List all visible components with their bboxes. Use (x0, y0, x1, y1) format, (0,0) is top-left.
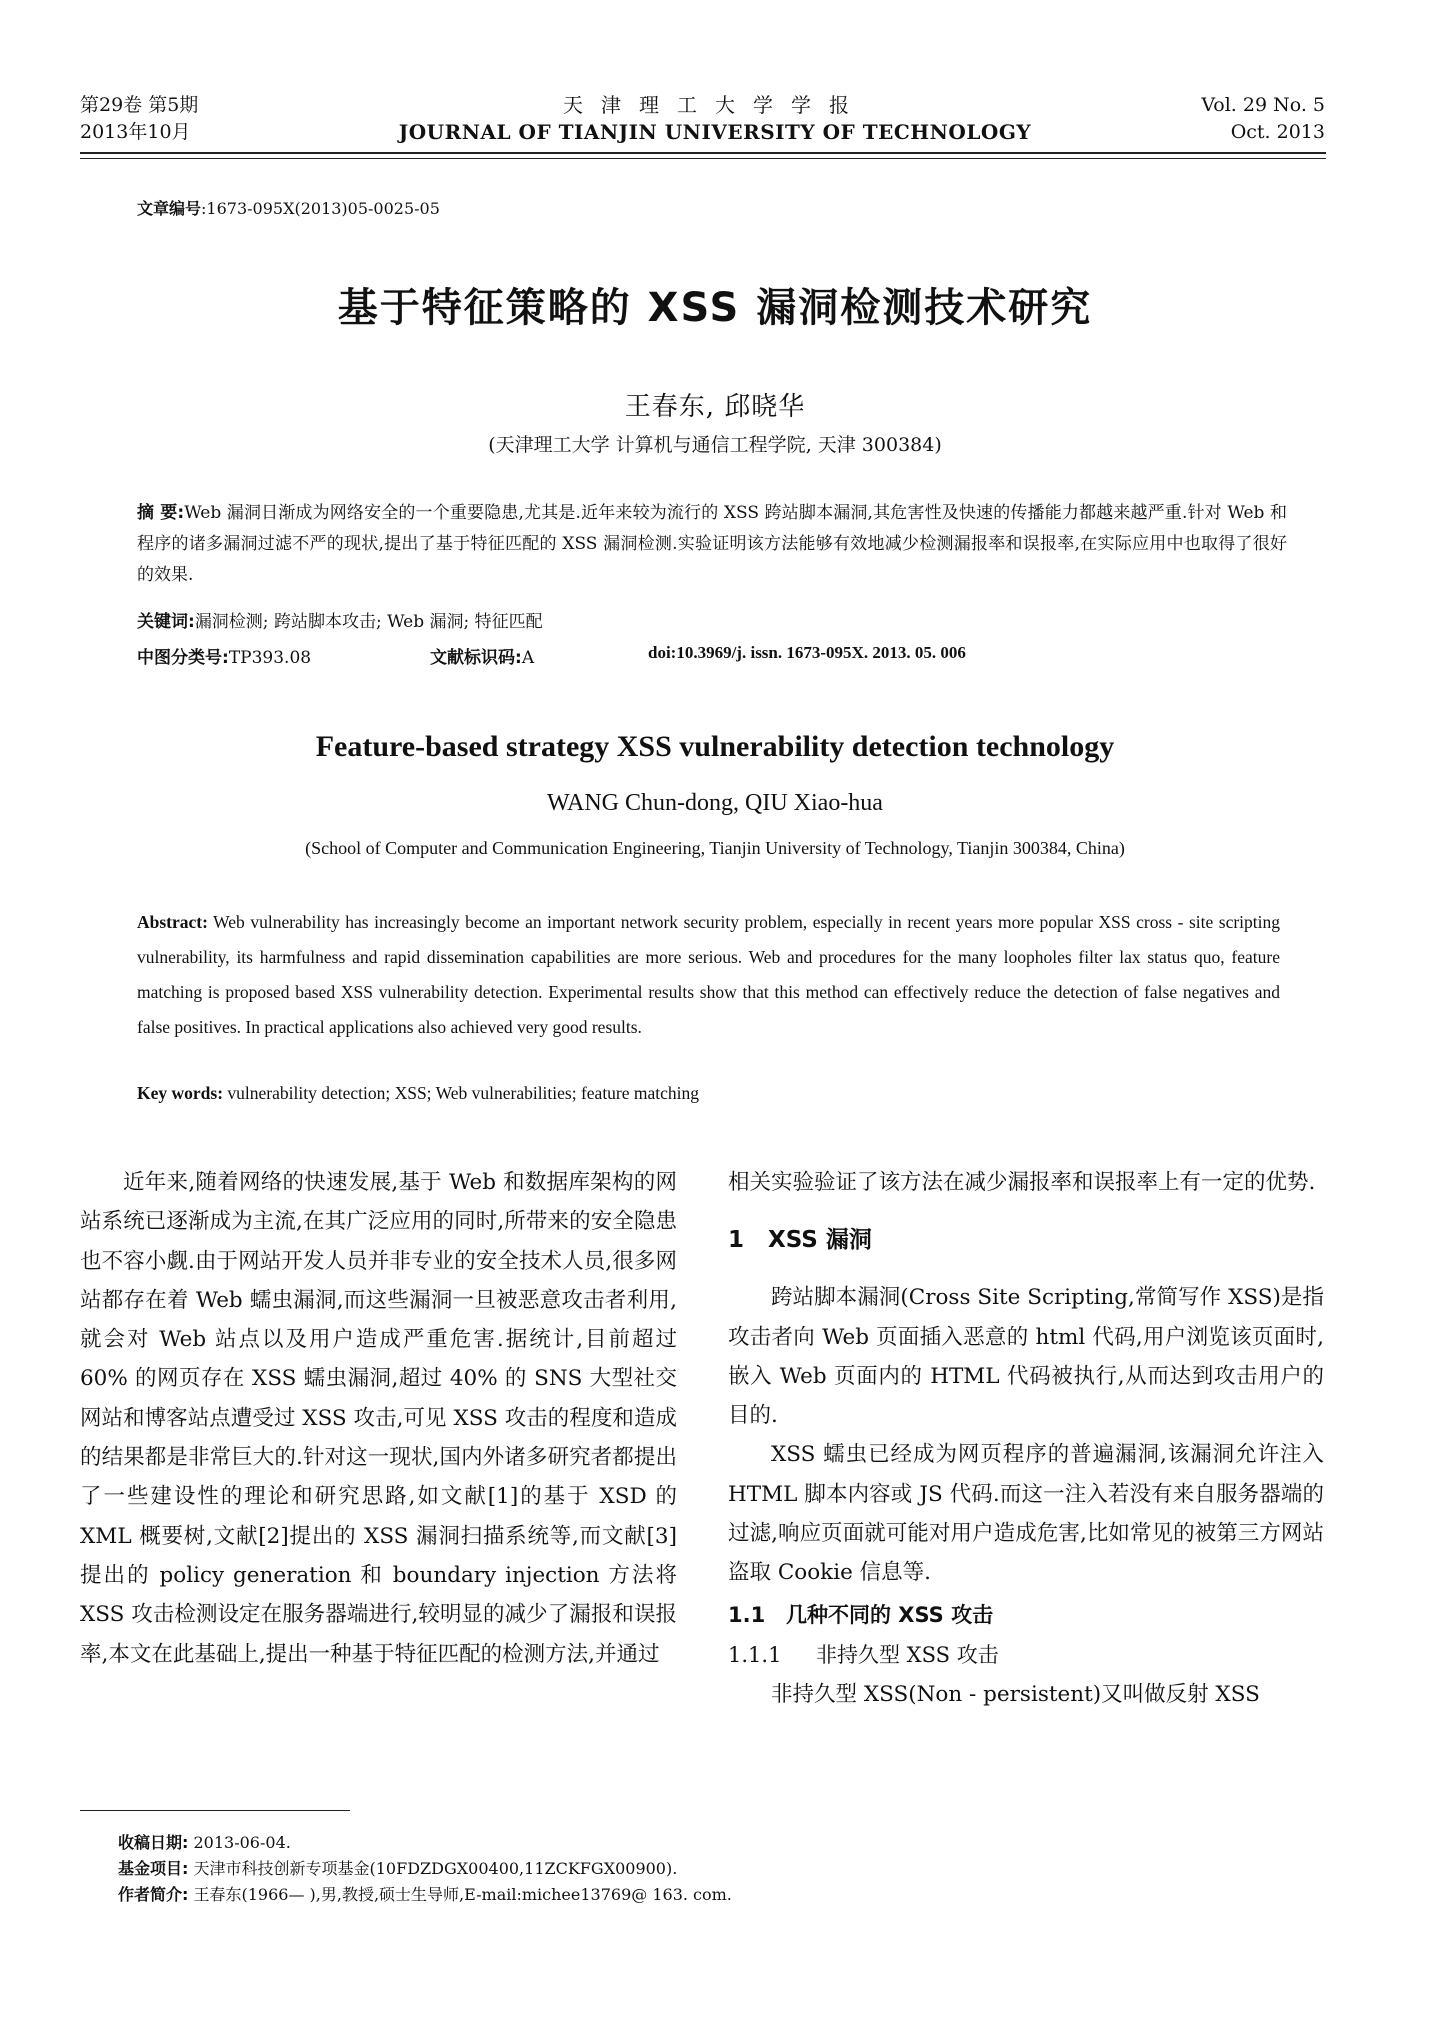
abstract-cn (137, 498, 1287, 591)
journal-name-cn: 天津理工大学学报 (563, 93, 867, 117)
abstract-en-label: Abstract: (137, 912, 208, 932)
title-cn: 基于特征策略的 XSS 漏洞检测技术研究 (337, 285, 1093, 331)
abstract-en (137, 905, 1280, 1045)
intro-continuation: 相关实验验证了该方法在减少漏报率和误报率上有一定的优势. (728, 1170, 1316, 1195)
section-1-title: XSS 漏洞 (768, 1227, 872, 1254)
received-date: 2013-06-04. (193, 1833, 291, 1852)
section-1-1-1-title: 非持久型 XSS 攻击 (816, 1642, 999, 1667)
abstract-en-text: Web vulnerability has increasingly become an important network security problem, especially in recent years more popular XSS cross - site scripting vulnerability, its harmfulness and rapid dissemination capabilities are more serious. Web and procedures for the many loopholes filter lax status quo, feature matching is proposed based XSS vulnerability detection. Experimental results show that this method can effectively reduce the detection of false negatives and false positives. In practical applications also achieved very good results. (137, 912, 1281, 1037)
intro-paragraph: 近年来,随着网络的快速发展,基于 Web 和数据库架构的网站系统已逐渐成为主流,在其广泛应用的同时,所带来的安全隐患也不容小觑.由于网站开发人员并非专业的安全技术人员,很多网站都存在着 Web 蠕虫漏洞,而这些漏洞一旦被恶意攻击者利用,就会对 Web 站点以及用户造成严重危害.据统计,目前超过 60% 的网页存在 XSS 蠕虫漏洞,超过 40% 的 SNS 大型社交网站和博客站点遭受过 XSS 攻击,可见 XSS 攻击的程度和造成的结果都是非常巨大的.针对这一现状,国内外诸多研究者都提出了一些建设性的理论和研究思路,如文献[1]的基于 XSD 的 XML 概要树,文献[2]提出的 XSS 漏洞扫描系统等,而文献[3]提出的 policy generation 和 boundary injection 方法将 XSS 攻击检测设定在服务器端进行,较明显的减少了漏报和误报率,本文在此基础上,提出一种基于特征匹配的检测方法,并通过 (80, 1170, 677, 1667)
section-1-number: 1 (728, 1227, 745, 1254)
section-1-1-1-heading (728, 1635, 1324, 1675)
document-code-label: 文献标识码: (430, 648, 522, 668)
keywords-cn-label: 关键词: (137, 612, 195, 632)
classification-label: 中图分类号: (137, 648, 229, 668)
fund-label: 基金项目: (118, 1859, 189, 1878)
header-volume-en (1201, 92, 1325, 146)
document-code (430, 643, 534, 668)
section-1-paragraph-2: XSS 蠕虫已经成为网页程序的普遍漏洞,该漏洞允许注入 HTML 脚本内容或 JS 代码.而这一注入若没有来自服务器端的过滤,响应页面就可能对用户造成危害,比如常见的被第三方网站盗取 Cookie 信息等. (728, 1442, 1324, 1586)
article-number-label: 文章编号 (137, 199, 202, 218)
volume-issue-cn: 第29卷 第5期 (80, 94, 199, 116)
abstract-cn-text: Web 漏洞日渐成为网络安全的一个重要隐患,尤其是.近年来较为流行的 XSS 跨站脚本漏洞,其危害性及快速的传播能力都越来越严重.针对 Web 和程序的诸多漏洞过滤不严的现状,提出了基于特征匹配的 XSS 漏洞检测.实验证明该方法能够有效地减少检测漏报率和误报率,在实际应用中也取得了很好的效果. (137, 503, 1287, 585)
classification-value: TP393.08 (228, 648, 312, 668)
keywords-en-text: vulnerability detection; XSS; Web vulnerabilities; feature matching (227, 1083, 700, 1103)
keywords-cn (137, 607, 543, 632)
abstract-cn-label: 摘 要: (137, 503, 185, 523)
fund-text: 天津市科技创新专项基金(10FDZDGX00400,11ZCKFGX00900). (193, 1859, 678, 1878)
footnote-fund (118, 1856, 732, 1882)
body-right-column (728, 1163, 1324, 1714)
date-cn: 2013年10月 (80, 121, 191, 143)
authors-en: WANG Chun-dong, QIU Xiao-hua (547, 790, 883, 816)
keywords-cn-text: 漏洞检测; 跨站脚本攻击; Web 漏洞; 特征匹配 (194, 612, 543, 632)
body-left-column (80, 1163, 677, 1674)
doi: doi:10.3969/j. issn. 1673-095X. 2013. 05. 006 (648, 643, 966, 662)
affiliation-cn: (天津理工大学 计算机与通信工程学院, 天津 300384) (488, 434, 942, 456)
article-number (137, 196, 440, 219)
footnote-rule (80, 1810, 350, 1811)
date-en: Oct. 2013 (1230, 121, 1325, 143)
section-1-1-1-paragraph: 非持久型 XSS(Non - persistent)又叫做反射 XSS (771, 1681, 1260, 1707)
footnote-author (118, 1882, 732, 1908)
article-number-value: :1673-095X(2013)05-0025-05 (201, 199, 440, 218)
classification-number (137, 643, 311, 668)
footnotes (118, 1830, 732, 1908)
section-1-paragraph-1: 跨站脚本漏洞(Cross Site Scripting,常简写作 XSS)是指攻击者向 Web 页面插入恶意的 html 代码,用户浏览该页面时,嵌入 Web 页面内的 HTML 代码被执行,从而达到攻击用户的目的. (728, 1285, 1324, 1429)
section-1-1-number: 1.1 (728, 1602, 766, 1627)
journal-name-en: JOURNAL OF TIANJIN UNIVERSITY OF TECHNOLOGY (398, 120, 1032, 144)
author-bio-label: 作者简介: (118, 1885, 189, 1904)
affiliation-en: (School of Computer and Communication Engineering, Tianjin University of Technology, Tianjin 300384, China) (305, 838, 1125, 858)
section-1-1-title: 几种不同的 XSS 攻击 (786, 1602, 994, 1627)
author-bio-text: 王春东(1966— ),男,教授,硕士生导师,E-mail:michee13769@ 163. com. (193, 1885, 732, 1904)
authors-cn: 王春东, 邱晓华 (624, 392, 806, 422)
received-label: 收稿日期: (118, 1833, 189, 1852)
keywords-en (137, 1083, 699, 1104)
header-rule-thin (80, 158, 1326, 159)
section-1-1-1-number: 1.1.1 (728, 1642, 782, 1667)
footnote-received (118, 1830, 732, 1856)
section-1-1-heading (728, 1595, 1324, 1635)
header-rule-thick (80, 152, 1326, 154)
volume-issue-en: Vol. 29 No. 5 (1201, 94, 1325, 116)
section-1-heading (728, 1220, 1324, 1260)
document-code-value: A (521, 648, 535, 668)
keywords-en-label: Key words: (137, 1083, 224, 1103)
title-en: Feature-based strategy XSS vulnerability detection technology (315, 730, 1115, 763)
